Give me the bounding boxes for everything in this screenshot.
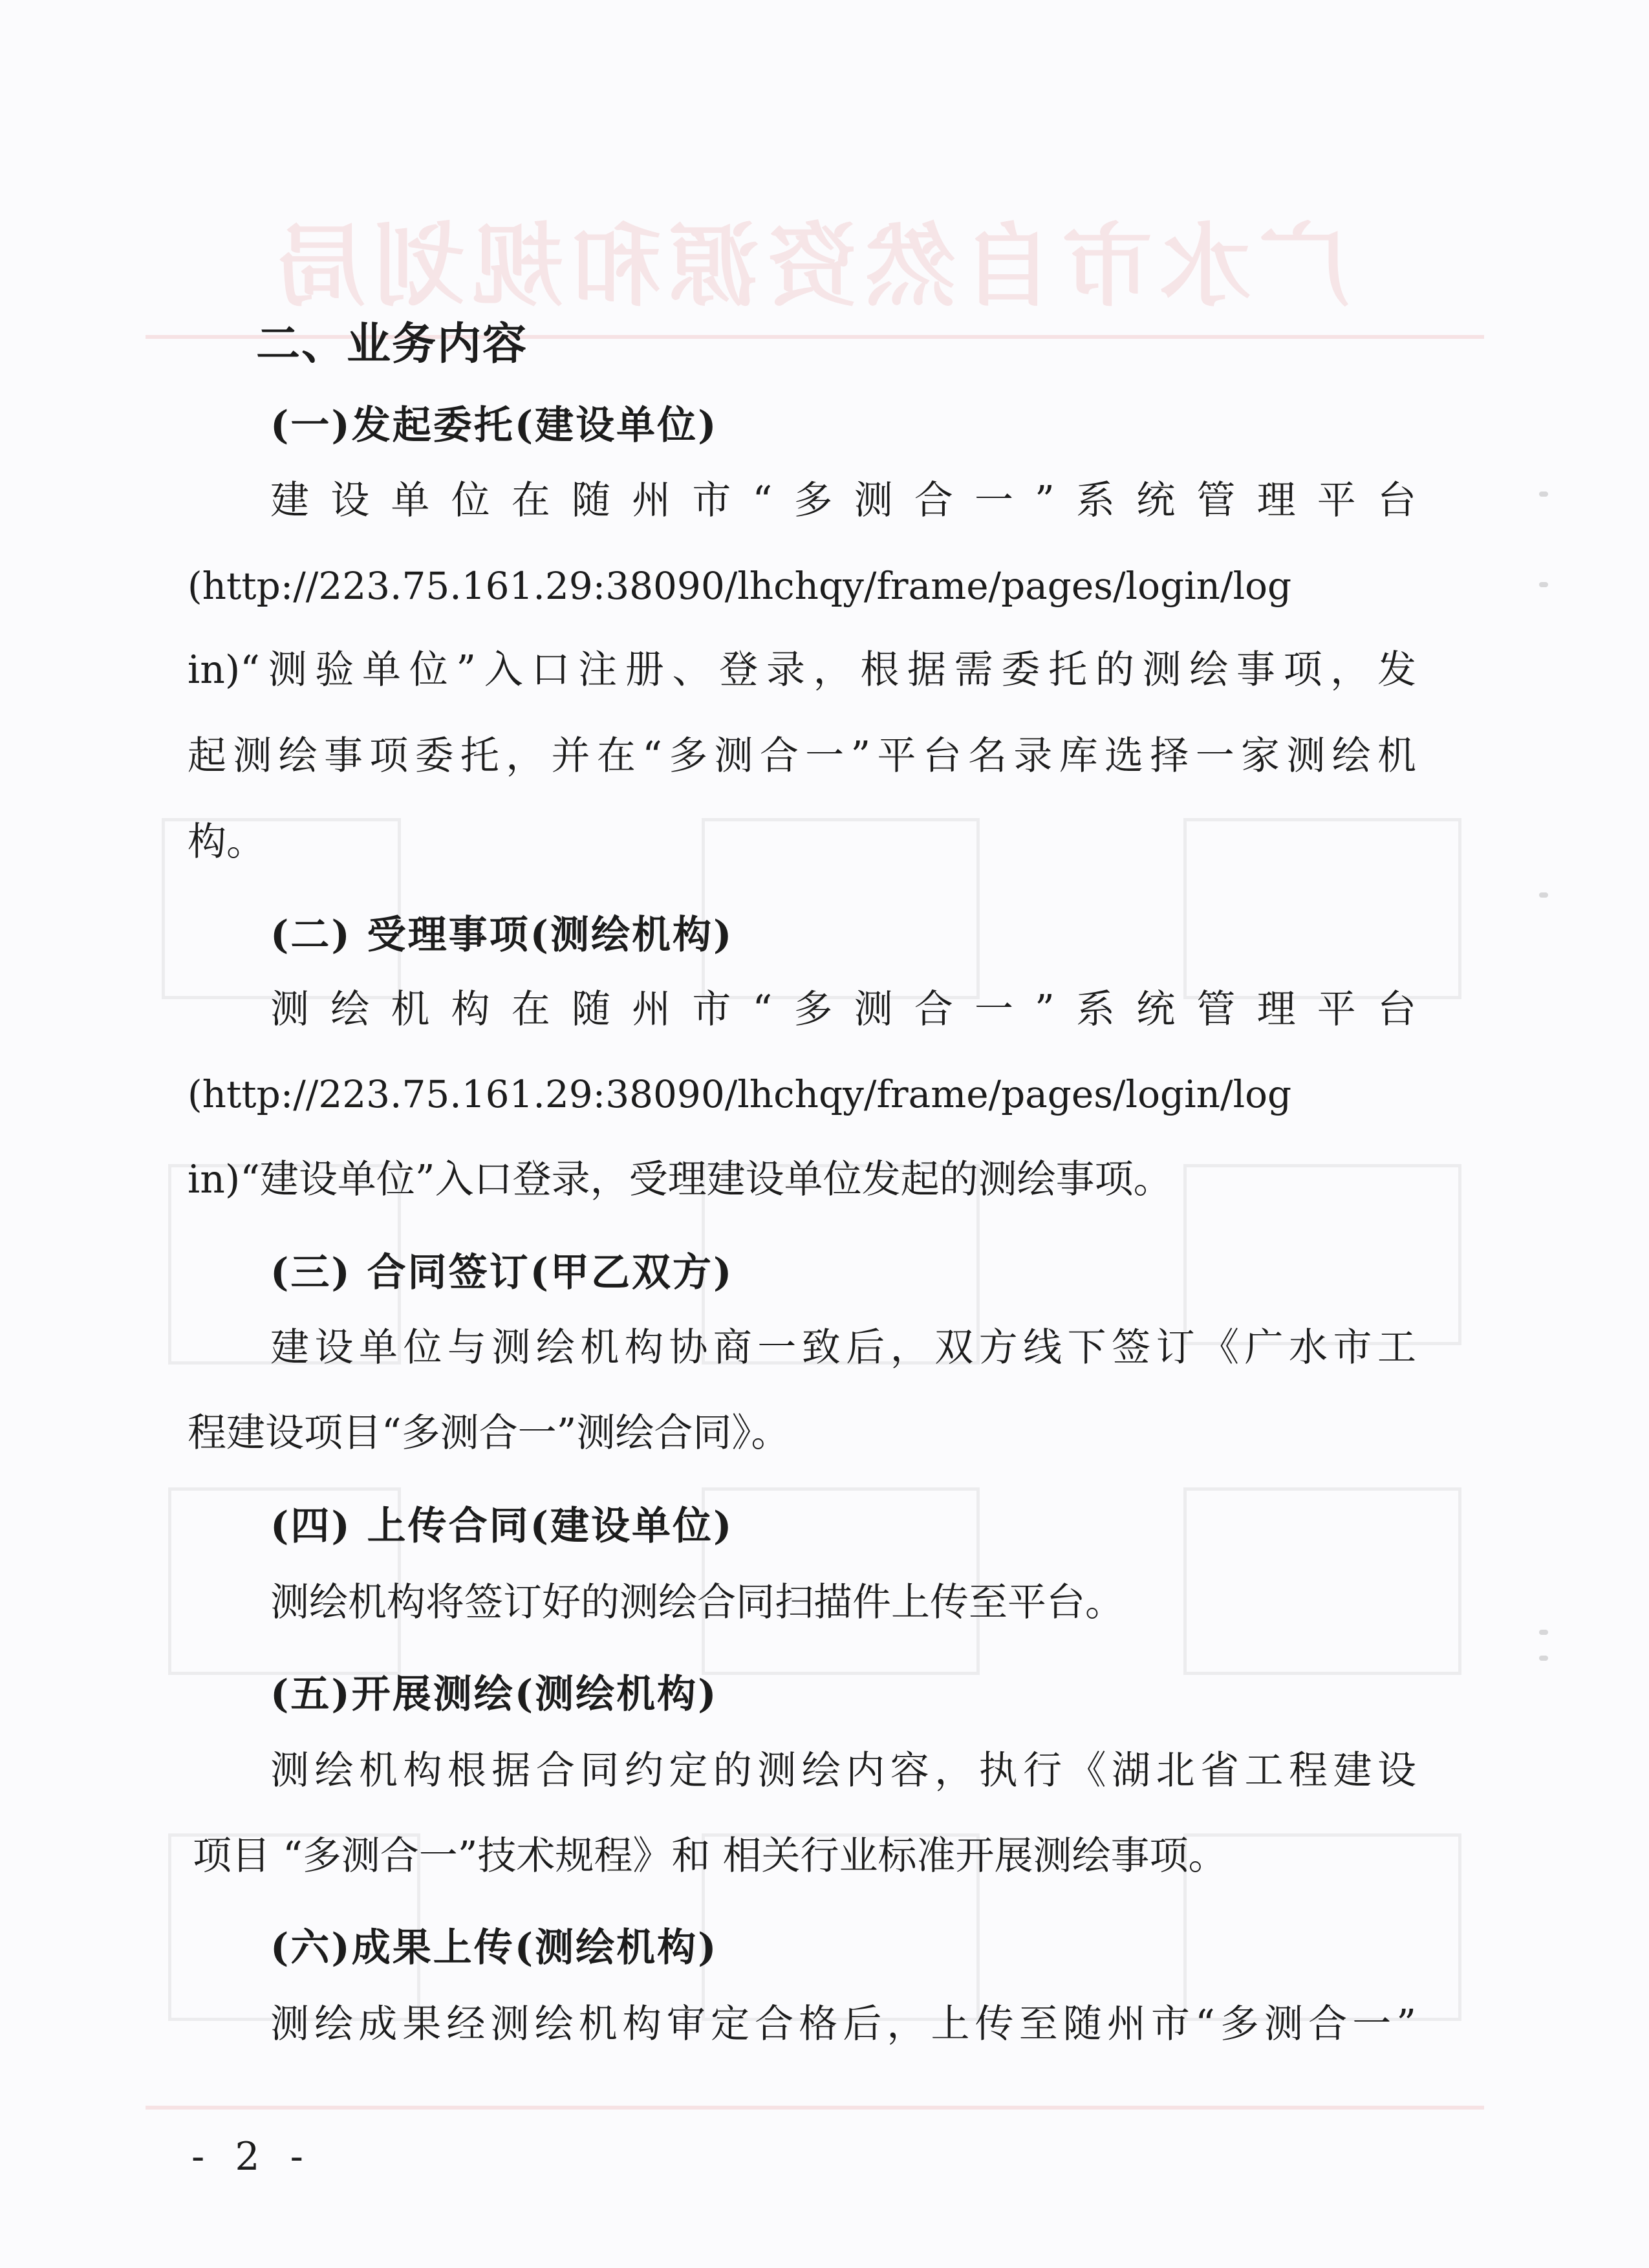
subsection-title: (三) 合同签订(甲乙双方) [270,1250,734,1295]
paragraph-line: 测绘成果经测绘机构审定合格后，上传至随州市“多测合一” [270,2002,1416,2047]
paragraph-line: 项目 “多测合一”技术规程》和 相关行业标准开展测绘事项。 [193,1833,1227,1879]
paragraph-line-url: (http://223.75.161.29:38090/lhchqy/frame/pages/login/log [188,564,1292,608]
subsection-title: (六)成果上传(测绘机构) [270,1925,718,1971]
paragraph-line: 测绘机构在随州市“多测合一”系统管理平台 [270,987,1416,1032]
paragraph-line: 建设单位在随州市“多测合一”系统管理平台 [270,478,1416,523]
section-heading: 二、业务内容 [256,319,528,370]
paragraph-line: in)“建设单位”入口登录，受理建设单位发起的测绘事项。 [188,1157,1172,1202]
paragraph-line: 起测绘事项委托，并在“多测合一”平台名录库选择一家测绘机 [188,733,1416,779]
paragraph-line: 构。 [188,819,265,865]
paragraph-line: 测绘机构根据合同约定的测绘内容，执行《湖北省工程建设 [270,1748,1416,1793]
subsection-title: (一)发起委托(建设单位) [270,403,718,448]
subsection-title: (二) 受理事项(测绘机构) [270,913,734,958]
subsection-title: (四) 上传合同(建设单位) [270,1504,734,1549]
subsection-title: (五)开展测绘(测绘机构) [270,1672,718,1717]
paragraph-line: 测绘机构将签订好的测绘合同扫描件上传至平台。 [270,1580,1124,1625]
paragraph-line: 程建设项目“多测合一”测绘合同》。 [188,1410,790,1456]
watermark-title: 广水市自然资源和规划局 [268,213,1350,319]
paragraph-line: in)“测验单位”入口注册、登录，根据需委托的测绘事项，发 [188,647,1416,693]
page-number: - 2 - [191,2134,312,2179]
paragraph-line-url: (http://223.75.161.29:38090/lhchqy/frame/pages/login/log [188,1072,1292,1116]
paragraph-line: 建设单位与测绘机构协商一致后，双方线下签订《广水市工 [270,1325,1416,1370]
